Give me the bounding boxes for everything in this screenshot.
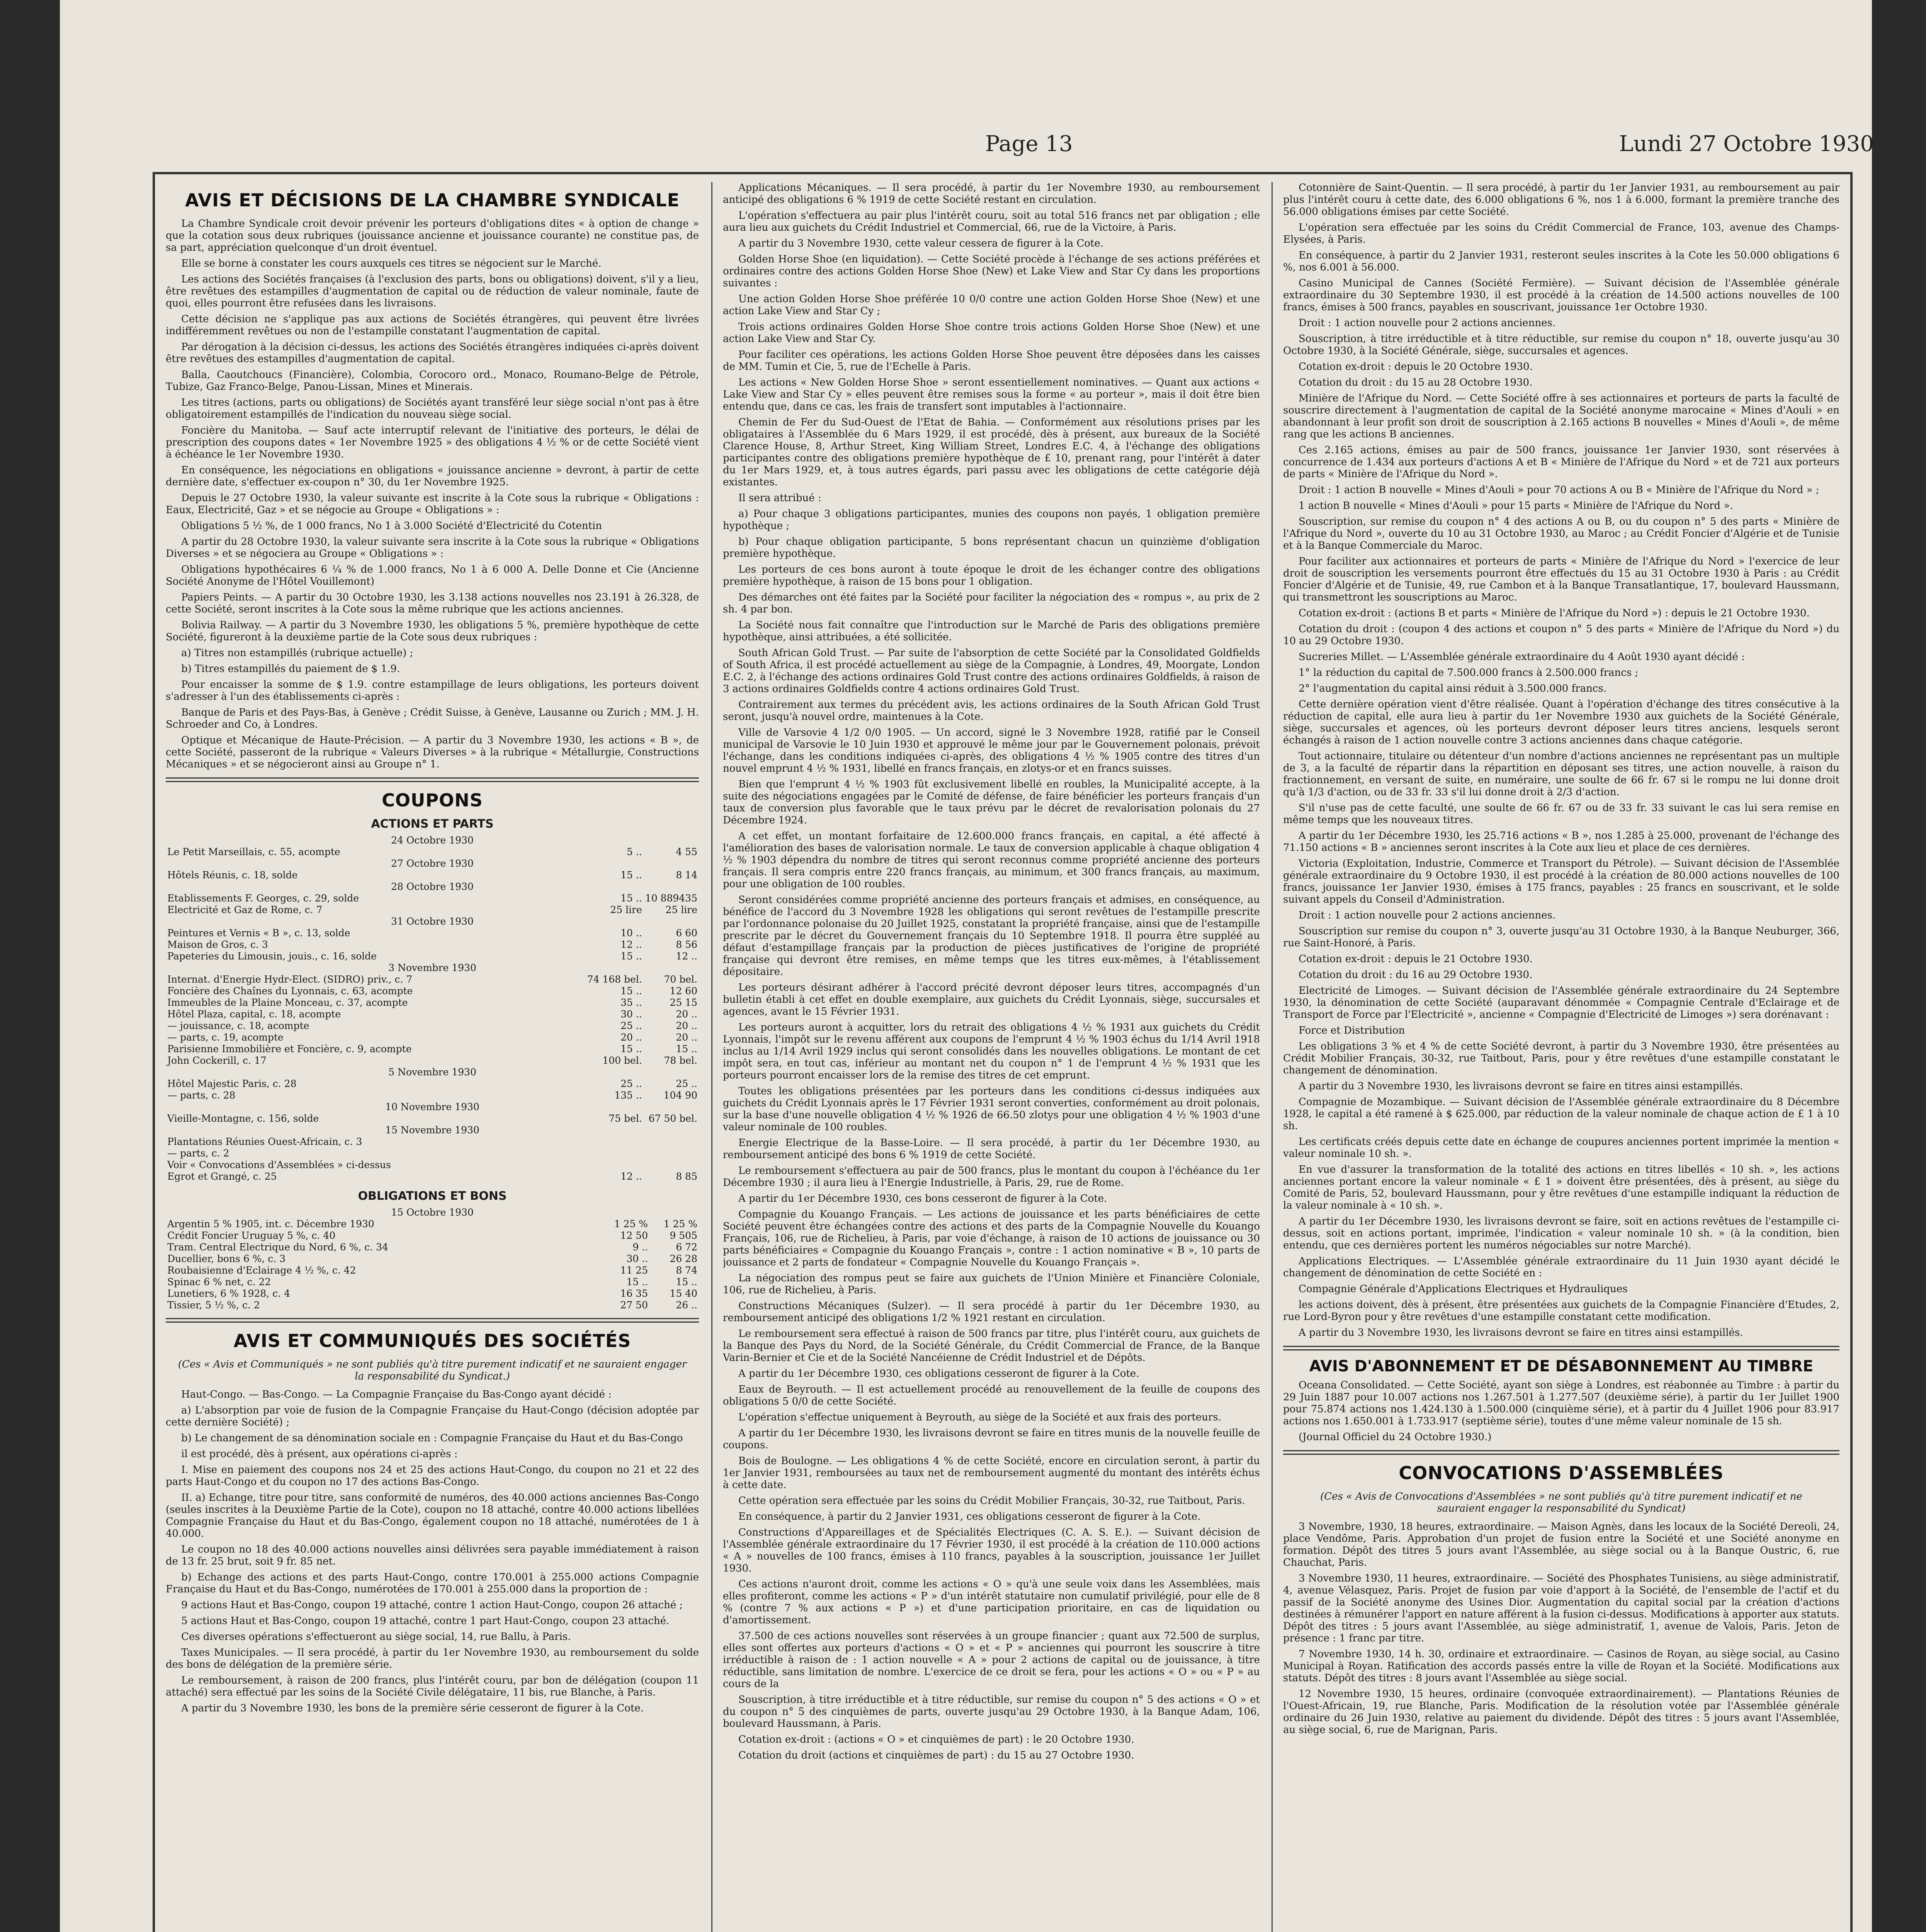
row-label: Internat. d'Energie Hydr-Elect. (SIDRO) priv., c. 7 — [167, 974, 413, 985]
obligations-table — [166, 1207, 699, 1311]
paragraph: Taxes Municipales. — Il sera procédé, à partir du 1er Novembre 1930, au remboursement du solde des bons de délégation de la première série. — [166, 1647, 699, 1670]
table-row — [166, 1148, 699, 1159]
row-label: Papeteries du Limousin, jouis., c. 16, solde — [167, 951, 377, 962]
paragraph: Oceana Consolidated. — Cette Société, ayant son siège à Londres, est réabonnée au Timbre : à partir du 29 Juin 1887 pour 10.007 actions nos 1.267.501 à 1.277.507 (deuxième série), à partir du 1er Juillet 1900 pour 75.874 actions nos 1.424.130 à 1.500.000 (cinquième série), et à partir du 4 Juillet 1906 pour 83.917 actions nos 1.650.001 à 1.733.917 (septième série), toutes d'une même valeur nominale de 15 sh. — [1283, 1379, 1839, 1427]
row-label: Ducellier, bons 6 %, c. 3 — [167, 1253, 286, 1264]
paragraph: Seront considérées comme propriété ancienne des porteurs français et admises, en conséquence, au bénéfice de l'accord du 3 Novembre 1928 les obligations qui seront revêtues de l'estampille prescrite par l'ordonnance polonaise du 20 Juillet 1925, constatant la propriété française, ainsi que de l'estampille prescrite par le décret du Gouvernement français du 10 Septembre 1918. Il pourra être suppléé au défaut d'estampillage français par la production de pièces justificatives de l'origine de propriété française qui devront être remises, en même temps que les titres eux-mêmes, à l'établissement dépositaire. — [723, 894, 1260, 978]
paragraph: a) L'absorption par voie de fusion de la Compagnie Française du Haut-Congo (décision adoptée par cette dernière Société) ; — [166, 1405, 699, 1428]
paragraph: En conséquence, les négociations en obligations « jouissance ancienne » devront, à partir de cette dernière date, s'effectuer ex-coupon n° 30, du 1er Novembre 1925. — [166, 464, 699, 488]
table-row — [166, 1043, 699, 1055]
table-row — [166, 835, 699, 846]
row-label: Tram. Central Electrique du Nord, 6 %, c. 34 — [167, 1242, 388, 1253]
paragraph: La Société nous fait connaître que l'introduction sur le Marché de Paris des obligations première hypothèque, ainsi attribuées, a été sollicitée. — [723, 619, 1260, 643]
row-label: Le Petit Marseillais, c. 55, acompte — [167, 846, 340, 857]
paragraph: Force et Distribution — [1299, 1025, 1405, 1036]
table-row — [166, 997, 699, 1009]
net-value: 6 72 — [676, 1242, 697, 1253]
paragraph: 37.500 de ces actions nouvelles sont réservées à un groupe financier ; quant aux 72.500 de surplus, elles sont offertes aux porteurs d'actions « O » et « P » anciennes qui pourront les souscrire à titre irréductible à raison de : 1 action nouvelle « A » pour 2 actions de capital ou de jouissance, à titre réductible, sans limitation de nombre. L'exercice de ce droit se fera, pour les actions « O » ou « P » au cours de la — [723, 1630, 1260, 1690]
table-row — [166, 881, 699, 893]
table-row — [166, 1066, 699, 1078]
paragraph: Souscription sur remise du coupon n° 3, ouverte jusqu'au 31 Octobre 1930, à la Banque Neuburger, 366, rue Saint-Honoré, à Paris. — [1283, 925, 1839, 949]
table-row — [166, 951, 699, 962]
paragraph: 2° l'augmentation du capital ainsi réduit à 3.500.000 francs. — [1299, 683, 1607, 694]
net-value: 15 .. — [676, 1043, 697, 1054]
paragraph: A partir du 3 Novembre 1930, les livraisons devront se faire en titres ainsi estampillés. — [1299, 1080, 1743, 1092]
row-label: Hôtels Réunis, c. 18, solde — [167, 869, 298, 881]
brut-value — [586, 1148, 644, 1159]
table-row — [166, 962, 699, 974]
running-head — [120, 116, 1926, 178]
paragraph: I. Mise en paiement des coupons nos 24 et 25 des actions Haut-Congo, du coupon no 21 et 22 des parts Haut-Congo et du coupon no 17 des actions Bas-Congo. — [166, 1464, 699, 1488]
brut-value: 25 lire — [610, 904, 642, 915]
net-value: 15 40 — [670, 1288, 697, 1299]
row-label: Electricité et Gaz de Rome, c. 7 — [167, 904, 323, 915]
row-label: 31 Octobre 1930 — [391, 916, 474, 927]
brut-value: 74 168 bel. — [587, 974, 642, 985]
divider — [166, 1318, 699, 1323]
row-label: Crédit Foncier Uruguay 5 %, c. 40 — [167, 1230, 336, 1241]
table-row — [166, 1078, 699, 1090]
table-row — [166, 1230, 699, 1242]
convocations-heading: CONVOCATIONS D'ASSEMBLÉES — [1399, 1463, 1724, 1483]
paragraph: Bolivia Railway. — A partir du 3 Novembre 1930, les obligations 5 %, première hypothèque de cette Société, figureront à la deuxième partie de la Cote sous deux rubriques : — [166, 619, 699, 643]
net-value: 10 889435 — [645, 893, 697, 904]
row-label: 15 Octobre 1930 — [391, 1207, 474, 1218]
table-row — [166, 846, 699, 858]
paragraph: Droit : 1 action nouvelle pour 2 actions anciennes. — [1299, 317, 1556, 329]
row-label: Foncière des Chaînes du Lyonnais, c. 63, acompte — [167, 985, 413, 997]
paragraph: L'opération s'effectuera au pair plus l'intérêt couru, soit au total 516 francs net par obligation ; elle aura lieu aux guichets du Crédit Industriel et Commercial, 66, rue de la Victoire, à Paris. — [723, 210, 1260, 233]
row-label: John Cockerill, c. 17 — [167, 1055, 267, 1066]
paragraph: Des démarches ont été faites par la Société pour faciliter la négociation des « rompus », au prix de 2 sh. 4 par bon. — [723, 592, 1260, 615]
paragraph: Droit : 1 action nouvelle pour 2 actions anciennes. — [1299, 910, 1556, 921]
paragraph: Souscription, sur remise du coupon n° 4 des actions A ou B, ou du coupon n° 5 des parts « Minière de l'Afrique du Nord », ouverte du 10 au 31 Octobre 1930, au Maroc ; au Crédit Foncier d'Algérie et de Tunisie et à la Banque Commerciale du Maroc. — [1283, 516, 1839, 551]
content-frame — [153, 172, 1853, 1932]
paragraph: Pour faciliter ces opérations, les actions Golden Horse Shoe peuvent être déposées dans les caisses de MM. Tumin et Cie, 5, rue de l'Echelle à Paris. — [723, 349, 1260, 372]
paragraph: a) Pour chaque 3 obligations participantes, munies des coupons non payés, 1 obligation première hypothèque ; — [723, 508, 1260, 532]
row-label: Hôtel Plaza, capital, c. 18, acompte — [167, 1009, 341, 1020]
paragraph: (Journal Officiel du 24 Octobre 1930.) — [1299, 1431, 1492, 1443]
paragraph: b) Pour chaque obligation participante, 5 bons représentant chacun un quinzième d'obligation première hypothèque. — [723, 536, 1260, 560]
paragraph: Constructions Mécaniques (Sulzer). — Il sera procédé à partir du 1er Décembre 1930, au remboursement anticipé des obligations 1/2 % 1921 restant en circulation. — [723, 1300, 1260, 1324]
paragraph: La Chambre Syndicale croit devoir prévenir les porteurs d'obligations dites « à option de change » que la cotation sous deux rubriques (jouissance ancienne et jouissance courante) ne constitue pas, de sa part, appréciation quelconque d'un droit éventuel. — [166, 218, 699, 253]
table-row — [166, 1101, 699, 1113]
paragraph: Cotation du droit : du 16 au 29 Octobre 1930. — [1299, 969, 1533, 981]
paragraph: A cet effet, un montant forfaitaire de 12.600.000 francs français, en capital, a été affecté à l'amélioration des bases de valorisation normale. Le taux de conversion applicable à chaque obligation 4 ½ % 1903 dépendra du nombre de titres qui seront reconnus comme propriété ancienne des porteurs français. Il sera compris entre 220 francs français, au minimum, et 300 francs français, au maximum, pour une obligation de 100 roubles. — [723, 830, 1260, 890]
coupons-subheading: ACTIONS ET PARTS — [371, 817, 494, 831]
net-value: 26 28 — [670, 1253, 697, 1264]
net-value: 6 60 — [676, 927, 697, 939]
paragraph: Le remboursement, à raison de 200 francs, plus l'intérêt couru, par bon de délégation (coupon 11 attaché) sera effectué par les soins de la Société Civile délégataire, 11 bis, rue Blanche, à Paris. — [166, 1675, 699, 1698]
paragraph: II. a) Echange, titre pour titre, sans conformité de numéros, des 40.000 actions anciennes Bas-Congo (seules inscrites à la Deuxième Partie de la Cote), coupon no 18 attaché, contre 40.000 actions libellées Compagnie Française du Haut et du Bas-Congo, également coupon no 18 attaché, numérotées de 1 à 40.000. — [166, 1492, 699, 1539]
brut-value: 10 .. — [620, 927, 642, 939]
brut-value: 100 bel. — [602, 1055, 642, 1066]
paragraph: Depuis le 27 Octobre 1930, la valeur suivante est inscrite à la Cote sous la rubrique « Obligations : Eaux, Electricité, Gaz » et se négocie au Groupe « Obligations » : — [166, 492, 699, 516]
brut-value: 15 .. — [620, 1043, 642, 1054]
abonnement-notices — [1283, 1379, 1839, 1443]
brut-value: 12 50 — [620, 1230, 648, 1241]
row-label: — jouissance, c. 18, acompte — [167, 1020, 309, 1031]
row-label: Argentin 5 % 1905, int. c. Décembre 1930 — [167, 1218, 374, 1230]
net-value: 8 85 — [676, 1171, 697, 1182]
paragraph: Les obligations 3 % et 4 % de cette Société devront, à partir du 3 Novembre 1930, être présentées au Crédit Mobilier Français, 30-32, rue Taitbout, Paris, pour y être revêtues d'une estampille constatant le changement de dénomination. — [1283, 1041, 1839, 1076]
paragraph: A partir du 3 Novembre 1930, les livraisons devront se faire en titres ainsi estampillés. — [1299, 1327, 1743, 1338]
row-label: Egrot et Grangé, c. 25 — [167, 1171, 277, 1182]
paragraph: Droit : 1 action B nouvelle « Mines d'Aouli » pour 70 actions A ou B « Minière de l'Afrique du Nord » ; — [1299, 484, 1819, 496]
chambre-syndicale-notices — [166, 218, 699, 770]
row-label: 10 Novembre 1930 — [385, 1101, 479, 1112]
row-label: — parts, c. 2 — [167, 1148, 229, 1159]
net-value: 67 50 bel. — [648, 1113, 697, 1124]
divider — [1283, 1346, 1839, 1350]
net-value: 25 .. — [676, 1078, 697, 1089]
avis-heading: AVIS ET COMMUNIQUÉS DES SOCIÉTÉS — [233, 1330, 631, 1351]
paragraph: A partir du 1er Décembre 1930, les livraisons devront se faire, soit en actions revêtues de l'estampille ci-dessus, soit en actions portant, imprimée, l'indication « valeur nominale 10 sh. » (à la condition, bien entendu, que ces dernières portent les numéros négociables sur notre Marché). — [1283, 1216, 1839, 1251]
paragraph: Les porteurs désirant adhérer à l'accord précité devront déposer leurs titres, accompagnés d'un bulletin établi à cet effet en double exemplaire, aux guichets du Crédit Lyonnais, siège, succursales et agences, avant le 15 Février 1931. — [723, 982, 1260, 1017]
paragraph: Ces 2.165 actions, émises au pair de 500 francs, jouissance 1er Janvier 1930, sont réservées à concurrence de 1.434 aux porteurs d'actions A et B « Minière de l'Afrique du Nord » et de 721 aux porteurs de parts « Minière de l'Afrique du Nord ». — [1283, 444, 1839, 480]
paragraph: A partir du 3 Novembre 1930, les bons de la première série cesseront de figurer à la Cote. — [181, 1702, 644, 1714]
table-row — [166, 1159, 699, 1171]
paragraph: Bois de Boulogne. — Les obligations 4 % de cette Société, encore en circulation seront, à partir du 1er Janvier 1931, remboursées au taux net de remboursement augmenté du montant des intérêts échus à cette date. — [723, 1455, 1260, 1491]
paragraph: Casino Municipal de Cannes (Société Fermière). — Suivant décision de l'Assemblée générale extraordinaire du 30 Septembre 1930, il est procédé à la création de 14.500 actions nouvelles de 100 francs, émises à 500 francs, payables en souscrivant, jouissance 1er Octobre 1930. — [1283, 277, 1839, 313]
convocations-note: (Ces « Avis de Convocations d'Assemblées » ne sont publiés qu'à titre purement indicatif et ne sauraient engager la responsabilité du Syndicat) — [1320, 1491, 1802, 1514]
row-label: 3 Novembre 1930 — [388, 962, 476, 973]
paragraph: Le remboursement s'effectuera au pair de 500 francs, plus le montant du coupon à l'échéance du 1er Décembre 1930 ; il aura lieu à l'Energie Industrielle, à Paris, 29, rue de Rome. — [723, 1165, 1260, 1189]
paragraph: South African Gold Trust. — Par suite de l'absorption de cette Société par la Consolidated Goldfields of South Africa, il est procédé actuellement au siège de la Compagnie, à Londres, 49, Moorgate, London E.C. 2, à l'échange des actions ordinaires Gold Trust contre des actions ordinaires Goldfields, à raison de 3 actions ordinaires Goldfields contre 4 actions ordinaires Gold Trust. — [723, 647, 1260, 695]
paragraph: Les porteurs de ces bons auront à toute époque le droit de les échanger contre des obligations première hypothèque, à raison de 15 bons pour 1 obligation. — [723, 564, 1260, 587]
table-row — [166, 1113, 699, 1124]
paragraph: Cette décision ne s'applique pas aux actions de Sociétés étrangères, qui peuvent être livrées indifféremment revêtues ou non de l'estampille constatant l'augmentation de capital. — [166, 313, 699, 337]
paragraph: Une action Golden Horse Shoe préférée 10 0/0 contre une action Golden Horse Shoe (New) et une action Lake View and Star Cy ; — [723, 293, 1260, 317]
paragraph: 3 Novembre, 1930, 18 heures, extraordinaire. — Maison Agnès, dans les locaux de la Société Dereoli, 24, place Vendôme, Paris. Approbation d'un projet de fusion entre la Société et une Société anonyme en formation. Dépôt des titres 5 jours avant l'Assemblée, au siège social ou à la Banque Oustric, 6, rue Chauchat, Paris. — [1283, 1521, 1839, 1568]
paragraph: Souscription, à titre irréductible et à titre réductible, sur remise du coupon n° 18, ouverte jusqu'au 30 Octobre 1930, à la Société Générale, siège, succursales et agences. — [1283, 333, 1839, 357]
brut-value: 16 35 — [620, 1288, 648, 1299]
brut-value: 15 .. — [620, 869, 642, 881]
table-row — [166, 1253, 699, 1265]
paragraph: Obligations 5 ½ %, de 1 000 francs, No 1 à 3.000 Société d'Electricité du Cotentin — [181, 520, 602, 532]
table-row — [166, 927, 699, 939]
net-value: 8 74 — [676, 1265, 697, 1276]
paragraph: En conséquence, à partir du 2 Janvier 1931, ces obligations cesseront de figurer à la Cote. — [738, 1511, 1201, 1522]
table-row — [166, 1276, 699, 1288]
paragraph: S'il n'use pas de cette faculté, une soulte de 66 fr. 67 ou de 33 fr. 33 suivant le cas lui sera remise en même temps que les nouveaux titres. — [1283, 802, 1839, 826]
paragraph: Pour faciliter aux actionnaires et porteurs de parts « Minière de l'Afrique du Nord » l'exercice de leur droit de souscription les versements pourront être effectués du 15 au 31 Octobre 1930 à Paris : au Crédit Foncier d'Algérie et de Tunisie, 49, rue Cambon et à la Banque Transatlantique, 17, boulevard Haussmann, qui transmettront les souscriptions au Maroc. — [1283, 556, 1839, 603]
net-value: 12 60 — [670, 985, 697, 997]
table-row — [166, 985, 699, 997]
paragraph: Par dérogation à la décision ci-dessus, les actions des Sociétés étrangères indiquées ci-après doivent être revêtues des estampilles d'augmentation de capital. — [166, 341, 699, 365]
row-label: Etablissements F. Georges, c. 29, solde — [167, 893, 359, 904]
brut-value: 15 .. — [620, 951, 642, 962]
row-label: 24 Octobre 1930 — [391, 835, 474, 846]
avis-communiques — [166, 1389, 699, 1714]
net-value: 12 .. — [676, 951, 697, 962]
brut-value: 12 .. — [620, 939, 642, 950]
abonnement-heading: AVIS D'ABONNEMENT ET DE DÉSABONNEMENT AU TIMBRE — [1309, 1357, 1814, 1375]
paragraph: Il sera attribué : — [738, 492, 821, 504]
table-row — [166, 1090, 699, 1101]
net-value: 9 505 — [670, 1230, 697, 1241]
net-value: 78 bel. — [664, 1055, 697, 1066]
paragraph: Papiers Peints. — A partir du 30 Octobre 1930, les 3.138 actions nouvelles nos 23.191 à 26.328, de cette Société, seront inscrites à la Cote sous la même rubrique que les actions anciennes. — [166, 592, 699, 615]
paragraph: Bien que l'emprunt 4 ½ % 1903 fût exclusivement libellé en roubles, la Municipalité accepte, à la suite des négociations engagées par le Comité de défense, de faire bénéficier les porteurs français d'un taux de conversion plus favorable que le taux prévu par le décret de revalorisation polonais du 27 Décembre 1924. — [723, 779, 1260, 826]
row-label: Roubaisienne d'Eclairage 4 ½ %, c. 42 — [167, 1265, 356, 1276]
row-label: 28 Octobre 1930 — [391, 881, 474, 892]
paragraph: Foncière du Manitoba. — Sauf acte interruptif relevant de l'initiative des porteurs, le délai de prescription des coupons dates « 1er Novembre 1925 » des obligations 4 ½ % or de cette Société vient à échéance le 1er Novembre 1930. — [166, 425, 699, 460]
row-label: Parisienne Immobilière et Foncière, c. 9, acompte — [167, 1043, 412, 1054]
table-row — [166, 1288, 699, 1299]
paragraph: b) Echange des actions et des parts Haut-Congo, contre 170.001 à 255.000 actions Compagnie Française du Haut et du Bas-Congo, numérotées de 170.001 à 255.000 dans la proportion de : — [166, 1571, 699, 1595]
paragraph: Les porteurs auront à acquitter, lors du retrait des obligations 4 ½ % 1931 aux guichets du Crédit Lyonnais, l'impôt sur le revenu afférent aux coupons de l'emprunt 4 ½ % 1903 échus du 1/14 Avril 1918 inclus au 1/14 Avril 1929 inclus qui seront consolidés dans les nouvelles obligations. Le montant de cet impôt sera, en tout cas, inférieur au montant net du coupon n° 1 de l'emprunt 4 ½ % 1931 que les porteurs pourront encaisser lors de la remise des titres de cet emprunt. — [723, 1022, 1260, 1081]
paragraph: Cotation ex-droit : (actions « O » et cinquièmes de part) : le 20 Octobre 1930. — [738, 1734, 1134, 1745]
net-value: 20 .. — [676, 1020, 697, 1031]
paragraph: 5 actions Haut et Bas-Congo, coupon 19 attaché, contre 1 part Haut-Congo, coupon 23 attaché. — [181, 1615, 670, 1627]
paragraph: Ville de Varsovie 4 1/2 0/0 1905. — Un accord, signé le 3 Novembre 1928, ratifié par le Conseil municipal de Varsovie le 10 Juin 1930 et approuvé le même jour par le Gouvernement polonais, prévoit l'échange, dans les conditions indiquées ci-après, des obligations 4 ½ % 1905 contre des titres d'un nouvel emprunt 4 ½ % 1931, libellé en francs français, en zlotys-or et en francs suisses. — [723, 727, 1260, 774]
paragraph: La négociation des rompus peut se faire aux guichets de l'Union Minière et Financière Coloniale, 106, rue de Richelieu, à Paris. — [723, 1272, 1260, 1296]
paragraph: Obligations hypothécaires 6 ¼ % de 1.000 francs, No 1 à 6 000 A. Delle Donne et Cie (Ancienne Société Anonyme de l'Hôtel Vouillemont) — [166, 564, 699, 587]
paragraph: A partir du 1er Décembre 1930, ces obligations cesseront de figurer à la Cote. — [738, 1368, 1139, 1379]
paragraph: Toutes les obligations présentées par les porteurs dans les conditions ci-dessus indiquées aux guichets du Crédit Lyonnais après le 17 Février 1931 seront converties, conformément au droit polonais, sur la base d'une nouvelle obligation 4 ½ % 1926 de 66.50 zlotys pour une obligation 4 ½ % 1903 d'une valeur nominale de 100 roubles. — [723, 1085, 1260, 1133]
paragraph: Constructions d'Appareillages et de Spécialités Electriques (C. A. S. E.). — Suivant décision de l'Assemblée générale extraordinaire du 17 Février 1930, il est procédé à la création de 110.000 actions « A » nouvelles de 100 francs, émises à 110 francs, payables à la souscription, jouissance 1er Juillet 1930. — [723, 1527, 1260, 1574]
row-label: Spinac 6 % net, c. 22 — [167, 1276, 271, 1287]
table-row — [166, 916, 699, 927]
net-value: 70 bel. — [664, 974, 697, 985]
net-value: 25 15 — [670, 997, 697, 1008]
paragraph: L'opération s'effectue uniquement à Beyrouth, au siège de la Société et aux frais des porteurs. — [738, 1412, 1221, 1423]
paragraph: Tout actionnaire, titulaire ou détenteur d'un nombre d'actions anciennes ne représentant pas un multiple de 3, a la faculté de répartir dans la répartition en déposant ses titres, une action nouvelle, à raison du fractionnement, en versant de suite, en numéraire, une soulte de 66 fr. 67 si le rompu ne lui donne droit qu'à 1/3 d'action, ou de 33 fr. 33 s'il lui donne droit à 2/3 d'action. — [1283, 750, 1839, 798]
table-row — [166, 1218, 699, 1230]
paragraph: En vue d'assurer la transformation de la totalité des actions en titres libellés « 10 sh. », les actions anciennes portant encore la valeur nominale « £ 1 » doivent être présentées, dès à présent, au siège du Comité de Paris, 52, boulevard Haussmann, pour y être revêtues d'une estampille indiquant la réduction de la valeur nominale à « 10 sh. ». — [1283, 1164, 1839, 1211]
brut-value: 35 .. — [620, 997, 642, 1008]
brut-value: 11 25 — [620, 1265, 648, 1276]
paragraph: Cotation du droit : du 15 au 28 Octobre 1930. — [1299, 377, 1533, 388]
brut-value — [586, 1136, 644, 1148]
brut-value: 25 .. — [620, 1078, 642, 1089]
paragraph: a) Titres non estampillés (rubrique actuelle) ; — [181, 647, 413, 659]
paragraph: Cette dernière opération vient d'être réalisée. Quant à l'opération d'échange des titres consécutive à la réduction de capital, elle aura lieu à partir du 1er Novembre 1930 aux guichets de la Société Générale, siège, succursales et agences, où les porteurs devront déposer leurs titres anciens, lesquels seront échangés à raison de 1 action nouvelle contre 3 actions anciennes dans chaque catégorie. — [1283, 699, 1839, 746]
table-row — [166, 858, 699, 869]
divider — [166, 777, 699, 782]
table-row — [166, 1136, 699, 1148]
obligations-heading: OBLIGATIONS ET BONS — [358, 1189, 507, 1203]
brut-value: 12 .. — [620, 1171, 642, 1182]
row-label: — parts, c. 19, acompte — [167, 1032, 284, 1043]
column-1 — [166, 182, 699, 1932]
row-label: Lunetiers, 6 % 1928, c. 4 — [167, 1288, 290, 1299]
paragraph: A partir du 1er Décembre 1930, les 25.716 actions « B », nos 1.285 à 25.000, provenant de l'échange des 71.150 actions « B » anciennes seront inscrites à la Cote aux lieu et place de ces dernières. — [1283, 830, 1839, 854]
brut-value — [586, 1159, 644, 1171]
column-2 — [723, 182, 1260, 1932]
table-row — [166, 1265, 699, 1276]
paragraph: Les titres (actions, parts ou obligations) de Sociétés ayant transféré leur siège social n'ont pas à être obligatoirement estampillés de l'indication du nouveau siège social. — [166, 397, 699, 420]
paragraph: Les actions des Sociétés françaises (à l'exclusion des parts, bons ou obligations) doivent, s'il y a lieu, être revêtues des estampilles d'augmentation de capital ou de réduction de valeur nominale, faute de quoi, elles pourront être refusées dans les livraisons. — [166, 274, 699, 309]
row-label: Voir « Convocations d'Assemblées » ci-dessus — [167, 1159, 391, 1170]
table-row — [166, 1299, 699, 1311]
paragraph: b) Titres estampillés du paiement de $ 1.9. — [181, 663, 400, 675]
table-row — [166, 974, 699, 985]
net-value: 1 25 % — [663, 1218, 697, 1230]
paragraph: 12 Novembre 1930, 15 heures, ordinaire (convoquée extraordinairement). — Plantations Réunies de l'Ouest-Africain, 19, rue Blanche, Paris. Modification de la résolution votée par l'Assemblée générale ordinaire du 26 Juin 1930, relative au paiement du dividende. Dépôt des titres : 5 jours avant l'Assemblée, au siège social, 6, rue de Marignan, Paris. — [1283, 1688, 1839, 1736]
paragraph: A partir du 28 Octobre 1930, la valeur suivante sera inscrite à la Cote sous la rubrique « Obligations Diverses » et se négociera au Groupe « Obligations » : — [166, 536, 699, 560]
brut-value: 9 .. — [632, 1242, 648, 1253]
paragraph: Haut-Congo. — Bas-Congo. — La Compagnie Française du Bas-Congo ayant décidé : — [181, 1389, 612, 1400]
net-value: 25 lire — [665, 904, 697, 915]
row-label: Maison de Gros, c. 3 — [167, 939, 268, 950]
row-label: Plantations Réunies Ouest-Africain, c. 3 — [167, 1136, 362, 1147]
paragraph: Cotation ex-droit : depuis le 20 Octobre 1930. — [1299, 361, 1533, 372]
net-value: 104 90 — [663, 1090, 697, 1101]
table-row — [166, 939, 699, 951]
row-label: Immeubles de la Plaine Monceau, c. 37, acompte — [167, 997, 408, 1008]
net-value: 15 .. — [676, 1276, 697, 1287]
brut-value: 1 25 % — [614, 1218, 648, 1230]
brut-value: 30 .. — [620, 1009, 642, 1020]
coupons-heading: COUPONS — [382, 790, 483, 811]
row-label: Vieille-Montagne, c. 156, solde — [167, 1113, 319, 1124]
column-rule — [1272, 182, 1273, 1932]
section-heading: AVIS ET DÉCISIONS DE LA CHAMBRE SYNDICALE — [185, 190, 680, 211]
paragraph: Cotation du droit (actions et cinquièmes de part) : du 15 au 27 Octobre 1930. — [738, 1750, 1134, 1761]
table-row — [166, 1171, 699, 1182]
row-label: Peintures et Vernis « B », c. 13, solde — [167, 927, 350, 939]
net-value: 20 .. — [676, 1009, 697, 1020]
paragraph: Pour encaisser la somme de $ 1.9. contre estampillage de leurs obligations, les porteurs doivent s'adresser à l'un des établissements ci-après : — [166, 679, 699, 702]
net-value: 4 55 — [676, 846, 697, 857]
company-notices — [1283, 182, 1839, 1339]
paragraph: Cotation du droit : (coupon 4 des actions et coupon n° 5 des parts « Minière de l'Afrique du Nord ») du 10 au 29 Octobre 1930. — [1283, 623, 1839, 647]
brut-value: 15 .. — [620, 893, 642, 904]
paragraph: les actions doivent, dès à présent, être présentées aux guichets de la Compagnie Financière d'Etudes, 2, rue Lord-Byron pour y être revêtues d'une estampille constatant cette modification. — [1283, 1299, 1839, 1323]
net-value: 26 .. — [676, 1299, 697, 1311]
brut-value: 20 .. — [620, 1032, 642, 1043]
paragraph: Cotation ex-droit : depuis le 21 Octobre 1930. — [1299, 953, 1533, 965]
row-label: 5 Novembre 1930 — [388, 1066, 476, 1078]
paragraph: b) Le changement de sa dénomination sociale en : Compagnie Française du Haut et du Bas-Congo — [181, 1432, 683, 1444]
paragraph: Compagnie du Kouango Français. — Les actions de jouissance et les parts bénéficiaires de cette Société peuvent être échangées contre des actions et des parts de la Compagnie Nouvelle du Kouango Français, 106, rue de Richelieu, à Paris, par voie d'échange, à raison de 10 actions de jouissance ou 30 parts bénéficiaires « Compagnie du Kouango Français », contre : 1 action nominative « B », 10 parts de jouissance et 2 parts de fondateur « Compagnie Nouvelle du Kouango Français ». — [723, 1209, 1260, 1268]
issue-date: Lundi 27 Octobre 1930 — [1619, 131, 1874, 156]
brut-value: 5 .. — [627, 846, 642, 857]
row-label: 27 Octobre 1930 — [391, 858, 474, 869]
net-value: 8 14 — [676, 869, 697, 881]
paragraph: Ces actions n'auront droit, comme les actions « O » qu'à une seule voix dans les Assemblées, mais elles profiteront, comme les actions « P » d'un intérêt statutaire non cumulatif privilégié, pour elle de 8 % (contre 7 % aux actions « P ») et d'une participation prioritaire, en cas de liquidation ou d'amortissement. — [723, 1578, 1260, 1626]
paragraph: Cotonnière de Saint-Quentin. — Il sera procédé, à partir du 1er Janvier 1931, au remboursement au pair plus l'intérêt couru à cette date, des 6.000 obligations 6 %, nos 1 à 6.000, formant la première tranche des 56.000 obligations émises par cette Société. — [1283, 182, 1839, 218]
brut-value: 75 bel. — [609, 1113, 642, 1124]
table-row — [166, 1242, 699, 1253]
brut-value: 15 .. — [626, 1276, 648, 1287]
net-value: 8 56 — [676, 939, 697, 950]
paragraph: Cette opération sera effectuée par les soins du Crédit Mobilier Français, 30-32, rue Taitbout, Paris. — [738, 1495, 1245, 1507]
brut-value: 15 .. — [620, 985, 642, 997]
paragraph: Applications Electriques. — L'Assemblée générale extraordinaire du 11 Juin 1930 ayant décidé le changement de dénomination de cette Société en : — [1283, 1255, 1839, 1279]
company-notices — [723, 182, 1260, 1762]
paragraph: Applications Mécaniques. — Il sera procédé, à partir du 1er Novembre 1930, au remboursement anticipé des obligations 6 % 1919 de cette Société restant en circulation. — [723, 182, 1260, 206]
divider — [1283, 1450, 1839, 1455]
paragraph: 7 Novembre 1930, 14 h. 30, ordinaire et extraordinaire. — Casinos de Royan, au siège social, au Casino Municipal à Royan. Ratification des accords passés entre la ville de Royan et la Société. Modifications aux statuts. Dépôt des titres : 8 jours avant l'Assemblée au siège social. — [1283, 1648, 1839, 1684]
paragraph: Le remboursement sera effectué à raison de 500 francs par titre, plus l'intérêt couru, aux guichets de la Banque des Pays du Nord, de la Société Générale, du Crédit Commercial de France, de la Banque Varin-Bernier et Cie et de la Société Nancéienne de Crédit Industriel et de Dépôts. — [723, 1328, 1260, 1364]
paragraph: Souscription, à titre irréductible et à titre réductible, sur remise du coupon n° 5 des actions « O » et du coupon n° 5 des cinquièmes de parts, ouverte jusqu'au 29 Octobre 1930, à la Banque Adam, 106, boulevard Haussmann, à Paris. — [723, 1694, 1260, 1730]
brut-value: 135 .. — [614, 1090, 642, 1101]
paragraph: 1° la réduction du capital de 7.500.000 francs à 2.500.000 francs ; — [1299, 667, 1639, 679]
paragraph: il est procédé, dès à présent, aux opérations ci-après : — [181, 1448, 458, 1460]
paragraph: En conséquence, à partir du 2 Janvier 1931, resteront seules inscrites à la Cote les 50.000 obligations 6 %, nos 6.001 à 56.000. — [1283, 250, 1839, 273]
paragraph: L'opération sera effectuée par les soins du Crédit Commercial de France, 103, avenue des Champs-Elysées, à Paris. — [1283, 222, 1839, 245]
avis-note: (Ces « Avis et Communiqués » ne sont publiés qu'à titre purement indicatif et ne sauraient engager la responsabilité du Syndicat.) — [178, 1359, 687, 1382]
net-value — [644, 1148, 699, 1159]
brut-value: 25 .. — [620, 1020, 642, 1031]
paragraph: Golden Horse Shoe (en liquidation). — Cette Société procède à l'échange de ses actions préférées et ordinaires contre des actions Golden Horse Shoe (New) et Lake View and Star Cy dans les proportions suivantes : — [723, 253, 1260, 289]
net-value — [644, 1159, 699, 1171]
paragraph: 3 Novembre 1930, 11 heures, extraordinaire. — Société des Phosphates Tunisiens, au siège administratif, 4, avenue Vélasquez, Paris. Projet de fusion par voie d'apport à la Société, de l'ensemble de l'actif et du passif de la Société anonyme des Usines Dior. Augmentation du capital social par la création d'actions destinées à rémunérer l'apport en nature afférent à la fusion ci-dessus. Modifications à apporter aux statuts. Dépôt des titres : 5 jours avant l'Assemblée, au siège administratif, 1, avenue de Valois, Paris. Jeton de présence : 1 franc par titre. — [1283, 1573, 1839, 1644]
paragraph: A partir du 3 Novembre 1930, cette valeur cessera de figurer à la Cote. — [738, 238, 1104, 249]
column-3 — [1283, 182, 1839, 1932]
page-number: Page 13 — [985, 131, 1073, 156]
paragraph: Optique et Mécanique de Haute-Précision. — A partir du 3 Novembre 1930, les actions « B », de cette Société, passeront de la rubrique « Valeurs Diverses » à la rubrique « Métallurgie, Constructions Mécaniques » et se négocieront ainsi au Groupe n° 1. — [166, 735, 699, 770]
net-value: 20 .. — [676, 1032, 697, 1043]
table-row — [166, 1020, 699, 1032]
table-row — [166, 1009, 699, 1020]
paragraph: Banque de Paris et des Pays-Bas, à Genève ; Crédit Suisse, à Genève, Lausanne ou Zurich ; MM. J. H. Schroeder and Co, à Londres. — [166, 707, 699, 730]
paragraph: Sucreries Millet. — L'Assemblée générale extraordinaire du 4 Août 1930 ayant décidé : — [1299, 651, 1745, 663]
row-label: Tissier, 5 ½ %, c. 2 — [167, 1299, 260, 1311]
paragraph: 1 action B nouvelle « Mines d'Aouli » pour 15 parts « Minière de l'Afrique du Nord ». — [1299, 500, 1733, 512]
paragraph: Energie Electrique de la Basse-Loire. — Il sera procédé, à partir du 1er Décembre 1930, au remboursement anticipé des bons 6 % 1919 de cette Société. — [723, 1137, 1260, 1161]
coupons-table — [166, 835, 699, 1182]
convocations-list — [1283, 1521, 1839, 1736]
table-row — [166, 1032, 699, 1043]
paragraph: Elle se borne à constater les cours auxquels ces titres se négocient sur le Marché. — [181, 258, 602, 269]
paragraph: Ces diverses opérations s'effectueront au siège social, 14, rue Ballu, à Paris. — [181, 1631, 571, 1643]
column-rule — [711, 182, 712, 1932]
paragraph: Minière de l'Afrique du Nord. — Cette Société offre à ses actionnaires et porteurs de parts la faculté de souscrire directement à l'augmentation de capital de la Société anonyme marocaine « Mines d'Aouli » en abandonnant à leur profit son droit de souscription à 2.165 actions B nouvelles « Mines d'Aouli », de même rang que les actions B anciennes. — [1283, 393, 1839, 440]
paragraph: 9 actions Haut et Bas-Congo, coupon 19 attaché, contre 1 action Haut-Congo, coupon 26 attaché ; — [181, 1599, 683, 1611]
table-row — [166, 1124, 699, 1136]
paragraph: Victoria (Exploitation, Industrie, Commerce et Transport du Pétrole). — Suivant décision de l'Assemblée générale extraordinaire du 9 Octobre 1930, il est procédé à la création de 80.000 actions nouvelles de 100 francs, jouissance 1er Janvier 1930, émises à 175 francs, payables : 25 francs en souscrivant, et le solde suivant appels du Conseil d'Administration. — [1283, 858, 1839, 905]
paragraph: Les actions « New Golden Horse Shoe » seront essentiellement nominatives. — Quant aux actions « Lake View and Star Cy » elles peuvent être remises sous la forme « au porteur », mais il doit être bien entendu que, dans ce cas, les frais de transfert sont imputables à l'actionnaire. — [723, 377, 1260, 412]
table-row — [166, 869, 699, 881]
row-label: Hôtel Majestic Paris, c. 28 — [167, 1078, 297, 1089]
newspaper-page — [60, 0, 1872, 1932]
paragraph: Trois actions ordinaires Golden Horse Shoe contre trois actions Golden Horse Shoe (New) et une action Lake View and Star Cy. — [723, 321, 1260, 345]
paragraph: Compagnie de Mozambique. — Suivant décision de l'Assemblée générale extraordinaire du 8 Décembre 1928, le capital a été ramené à $ 625.000, par réduction de la valeur nominale de chaque action de £ 1 à 10 sh. — [1283, 1096, 1839, 1132]
paragraph: Compagnie Générale d'Applications Electriques et Hydrauliques — [1299, 1283, 1628, 1295]
paragraph: Contrairement aux termes du précédent avis, les actions ordinaires de la South African Gold Trust seront, jusqu'à nouvel ordre, maintenues à la Cote. — [723, 699, 1260, 723]
paragraph: Chemin de Fer du Sud-Ouest de l'Etat de Bahia. — Conformément aux résolutions prises par les obligataires à l'Assemblée du 6 Mars 1929, il est procédé, dès à présent, aux bureaux de la Société Clarence House, 8, Arthur Street, King William Street, Londres E.C. 4, à l'échange des obligations participantes contre des obligations première hypothèque de £ 10, prenant rang, pour l'intérêt à dater du 1er Mars 1929, et, à tous autres égards, pari passu avec les obligations de cette catégorie déjà existantes. — [723, 417, 1260, 488]
paragraph: A partir du 1er Décembre 1930, ces bons cesseront de figurer à la Cote. — [738, 1193, 1107, 1204]
paragraph: Les certificats créés depuis cette date en échange de coupures anciennes portent imprimée la mention « valeur nominale 10 sh. ». — [1283, 1136, 1839, 1160]
row-label: 15 Novembre 1930 — [385, 1124, 479, 1136]
paragraph: Eaux de Beyrouth. — Il est actuellement procédé au renouvellement de la feuille de coupons des obligations 5 0/0 de cette Société. — [723, 1384, 1260, 1407]
table-row — [166, 904, 699, 916]
paragraph: A partir du 1er Décembre 1930, les livraisons devront se faire en titres munis de la nouvelle feuille de coupons. — [723, 1427, 1260, 1451]
paragraph: Electricité de Limoges. — Suivant décision de l'Assemblée générale extraordinaire du 24 Septembre 1930, la dénomination de cette Société (auparavant dénommée « Compagnie Centrale d'Eclairage et de Transport de Force par l'Electricité », ancienne « Compagnie d'Electricité de Limoges ») sera dorénavant : — [1283, 985, 1839, 1020]
row-label: — parts, c. 28 — [167, 1090, 236, 1101]
paragraph: Le coupon no 18 des 40.000 actions nouvelles ainsi délivrées sera payable immédiatement à raison de 13 fr. 25 brut, soit 9 fr. 85 net. — [166, 1544, 699, 1567]
table-row — [166, 893, 699, 904]
table-row — [166, 1055, 699, 1066]
brut-value: 30 .. — [626, 1253, 648, 1264]
brut-value: 27 50 — [620, 1299, 648, 1311]
paragraph: Balla, Caoutchoucs (Financière), Colombia, Corocoro ord., Monaco, Roumano-Belge de Pétrole, Tubize, Gaz Franco-Belge, Panou-Lissan, Mines et Minerais. — [166, 369, 699, 393]
table-row — [166, 1207, 699, 1218]
paragraph: Cotation ex-droit : (actions B et parts « Minière de l'Afrique du Nord ») : depuis le 21 Octobre 1930. — [1299, 607, 1810, 619]
net-value — [644, 1136, 699, 1148]
